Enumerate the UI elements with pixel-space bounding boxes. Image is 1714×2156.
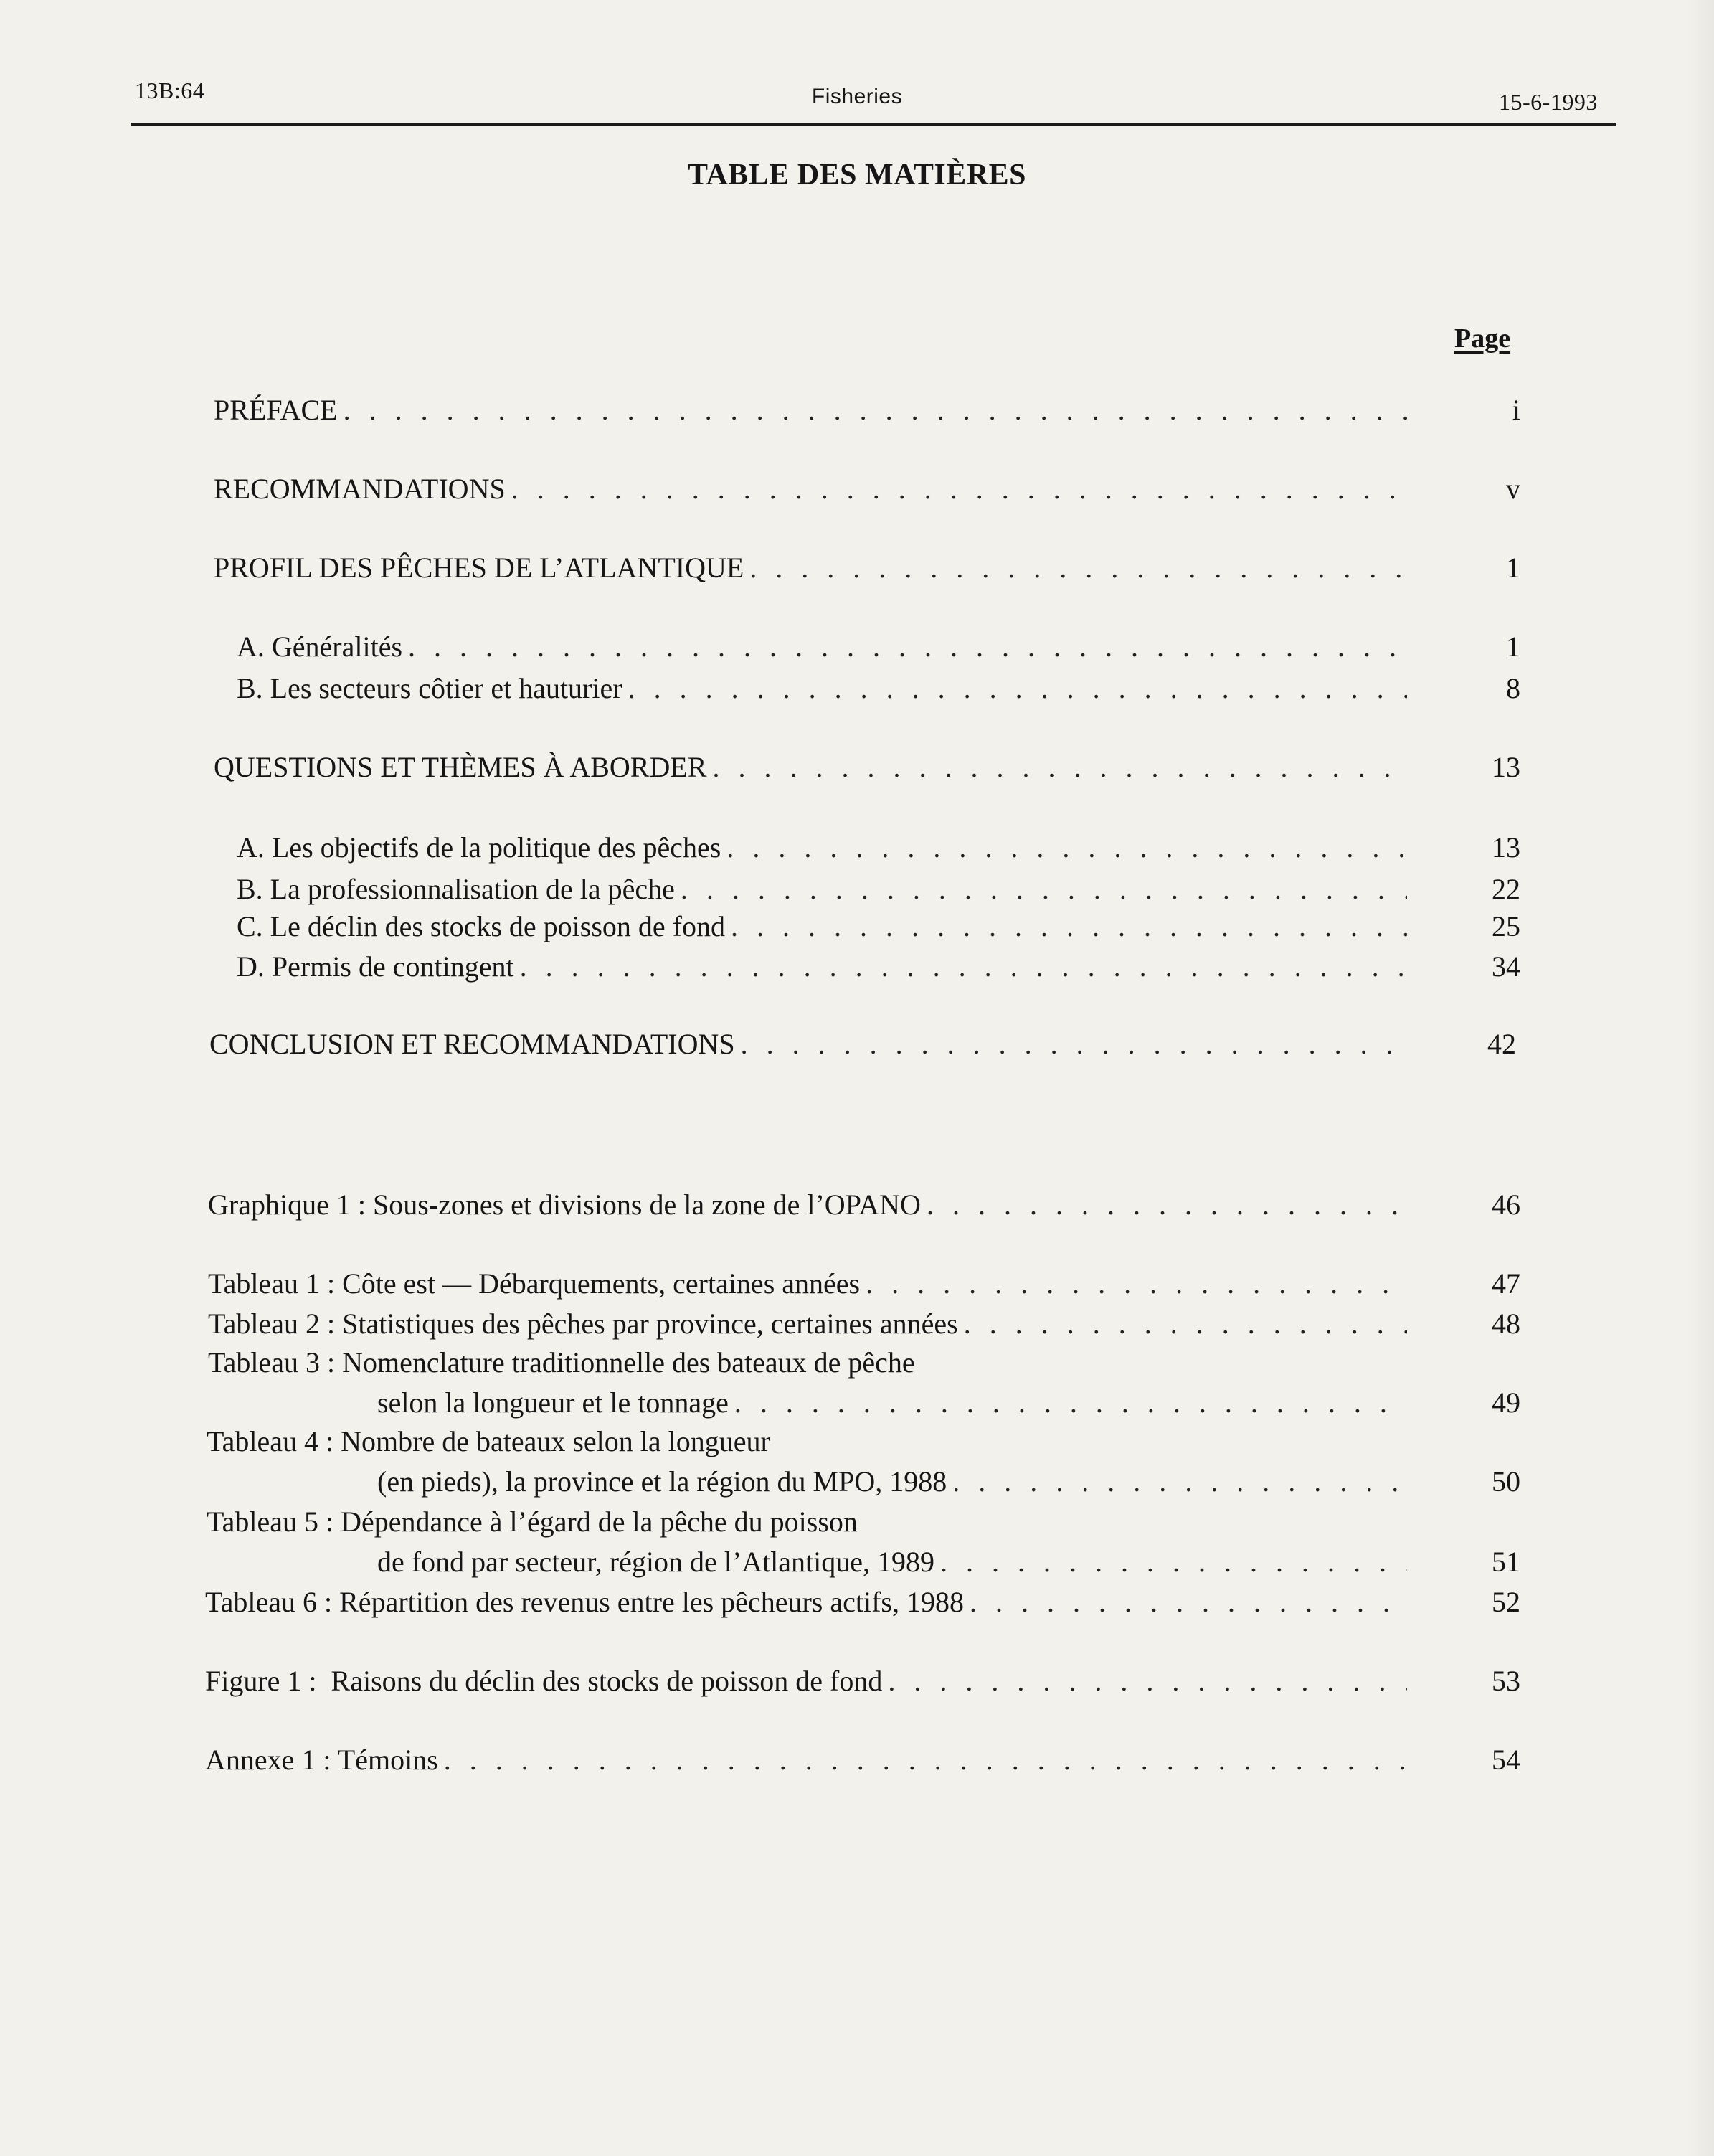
toc-entry-page: 48 bbox=[1492, 1308, 1520, 1340]
toc-entry-recommandations bbox=[214, 472, 1520, 506]
dot-leader bbox=[712, 750, 1407, 784]
toc-entry-tableau-4-line1: Tableau 4 : Nombre de bateaux selon la longueur bbox=[207, 1425, 770, 1457]
toc-entry-conclusion bbox=[209, 1027, 1516, 1061]
toc-entry-page: v bbox=[1506, 473, 1520, 505]
toc-entry-preface bbox=[214, 393, 1520, 427]
toc-entry-label: Tableau 2 : Statistiques des pêches par province, certaines années bbox=[208, 1308, 958, 1340]
toc-entry-label: PROFIL DES PÊCHES DE L’ATLANTIQUE bbox=[214, 552, 744, 584]
toc-entry-tableau-3 bbox=[377, 1386, 1520, 1419]
toc-entry-tableau-5-line1: Tableau 5 : Dépendance à l’égard de la pêche du poisson bbox=[207, 1505, 858, 1538]
toc-entry-label: C. Le déclin des stocks de poisson de fond bbox=[237, 910, 725, 942]
toc-entry-page: 51 bbox=[1492, 1546, 1520, 1578]
toc-entry-label: B. Les secteurs côtier et hauturier bbox=[237, 672, 622, 704]
dot-leader bbox=[444, 1743, 1407, 1777]
toc-entry-secteurs bbox=[237, 671, 1520, 705]
dot-leader bbox=[408, 630, 1407, 663]
toc-entry-tableau-4 bbox=[377, 1465, 1520, 1498]
toc-entry-page: 22 bbox=[1492, 873, 1520, 905]
toc-title: TABLE DES MATIÈRES bbox=[688, 159, 1026, 192]
header-rule bbox=[131, 123, 1616, 126]
dot-leader bbox=[681, 872, 1407, 906]
toc-entry-label: PRÉFACE bbox=[214, 394, 338, 426]
toc-entry-page: 42 bbox=[1487, 1028, 1516, 1060]
toc-entry-questions bbox=[214, 750, 1520, 784]
toc-entry-label: de fond par secteur, région de l’Atlantique, 1989 bbox=[377, 1546, 935, 1578]
toc-entry-label: B. La professionnalisation de la pêche bbox=[237, 873, 675, 905]
toc-entry-label: Figure 1 : Raisons du déclin des stocks de poisson de fond bbox=[205, 1665, 883, 1697]
dot-leader bbox=[726, 831, 1407, 864]
toc-entry-permis bbox=[237, 950, 1520, 983]
dot-leader bbox=[741, 1027, 1403, 1061]
toc-entry-tableau-2 bbox=[208, 1307, 1520, 1341]
dot-leader bbox=[511, 472, 1407, 506]
dot-leader bbox=[734, 1386, 1407, 1419]
toc-entry-label: Annexe 1 : Témoins bbox=[205, 1744, 438, 1776]
toc-entry-label: D. Permis de contingent bbox=[237, 950, 514, 983]
toc-entry-page: 13 bbox=[1492, 751, 1520, 783]
toc-entry-page: 49 bbox=[1492, 1386, 1520, 1419]
toc-entry-page: 8 bbox=[1506, 672, 1520, 704]
toc-entry-objectifs bbox=[237, 831, 1520, 864]
toc-entry-tableau-6 bbox=[205, 1585, 1520, 1619]
toc-entry-label: Tableau 1 : Côte est — Débarquements, certaines années bbox=[208, 1267, 861, 1300]
toc-entry-graphique-1 bbox=[208, 1188, 1520, 1221]
toc-entry-tableau-3-line1: Tableau 3 : Nomenclature traditionnelle des bateaux de pêche bbox=[208, 1346, 915, 1379]
toc-entry-page: 34 bbox=[1492, 950, 1520, 983]
toc-entry-page: 25 bbox=[1492, 910, 1520, 942]
toc-entry-page: 46 bbox=[1492, 1188, 1520, 1221]
toc-entry-label: Graphique 1 : Sous-zones et divisions de la zone de l’OPANO bbox=[208, 1188, 921, 1221]
toc-entry-tableau-5 bbox=[377, 1545, 1520, 1579]
page-edge-shadow bbox=[1685, 0, 1714, 2156]
toc-entry-label: A. Les objectifs de la politique des pêches bbox=[237, 831, 721, 864]
dot-leader bbox=[749, 551, 1407, 585]
header-page-number: 13B:64 bbox=[135, 77, 205, 103]
toc-entry-page: 13 bbox=[1492, 831, 1520, 864]
toc-entry-figure-1 bbox=[205, 1664, 1520, 1698]
toc-entry-page: 50 bbox=[1492, 1465, 1520, 1498]
dot-leader bbox=[970, 1585, 1407, 1619]
toc-entry-label: RECOMMANDATIONS bbox=[214, 473, 506, 505]
toc-entry-label: QUESTIONS ET THÈMES À ABORDER bbox=[214, 751, 707, 783]
toc-entry-annexe-1 bbox=[205, 1743, 1520, 1777]
toc-entry-page: 1 bbox=[1506, 552, 1520, 584]
page-column-label: Page bbox=[1454, 323, 1511, 354]
toc-entry-page: 52 bbox=[1492, 1586, 1520, 1618]
toc-entry-label: selon la longueur et le tonnage bbox=[377, 1386, 729, 1419]
toc-entry-label: CONCLUSION ET RECOMMANDATIONS bbox=[209, 1028, 735, 1060]
toc-entry-generalites bbox=[237, 630, 1520, 663]
header-date: 15-6-1993 bbox=[1499, 89, 1598, 115]
dot-leader bbox=[520, 950, 1407, 983]
toc-entry-page: i bbox=[1512, 394, 1520, 426]
toc-entry-label: A. Généralités bbox=[237, 630, 403, 663]
dot-leader bbox=[964, 1307, 1407, 1341]
toc-entry-label: (en pieds), la province et la région du MPO, 1988 bbox=[377, 1465, 947, 1498]
toc-entry-declin bbox=[237, 909, 1520, 943]
dot-leader bbox=[344, 393, 1407, 427]
toc-entry-page: 1 bbox=[1506, 630, 1520, 663]
toc-entry-label: Tableau 6 : Répartition des revenus entre les pêcheurs actifs, 1988 bbox=[205, 1586, 964, 1618]
dot-leader bbox=[866, 1267, 1407, 1300]
toc-entry-professionnalisation bbox=[237, 872, 1520, 906]
dot-leader bbox=[731, 909, 1407, 943]
header-title: Fisheries bbox=[811, 85, 903, 108]
dot-leader bbox=[628, 671, 1407, 705]
toc-entry-page: 47 bbox=[1492, 1267, 1520, 1300]
dot-leader bbox=[940, 1545, 1407, 1579]
toc-entry-tableau-1 bbox=[208, 1267, 1520, 1300]
toc-entry-profil bbox=[214, 551, 1520, 585]
dot-leader bbox=[927, 1188, 1407, 1221]
toc-entry-page: 54 bbox=[1492, 1744, 1520, 1776]
dot-leader bbox=[952, 1465, 1407, 1498]
dot-leader bbox=[888, 1664, 1407, 1698]
toc-entry-page: 53 bbox=[1492, 1665, 1520, 1697]
